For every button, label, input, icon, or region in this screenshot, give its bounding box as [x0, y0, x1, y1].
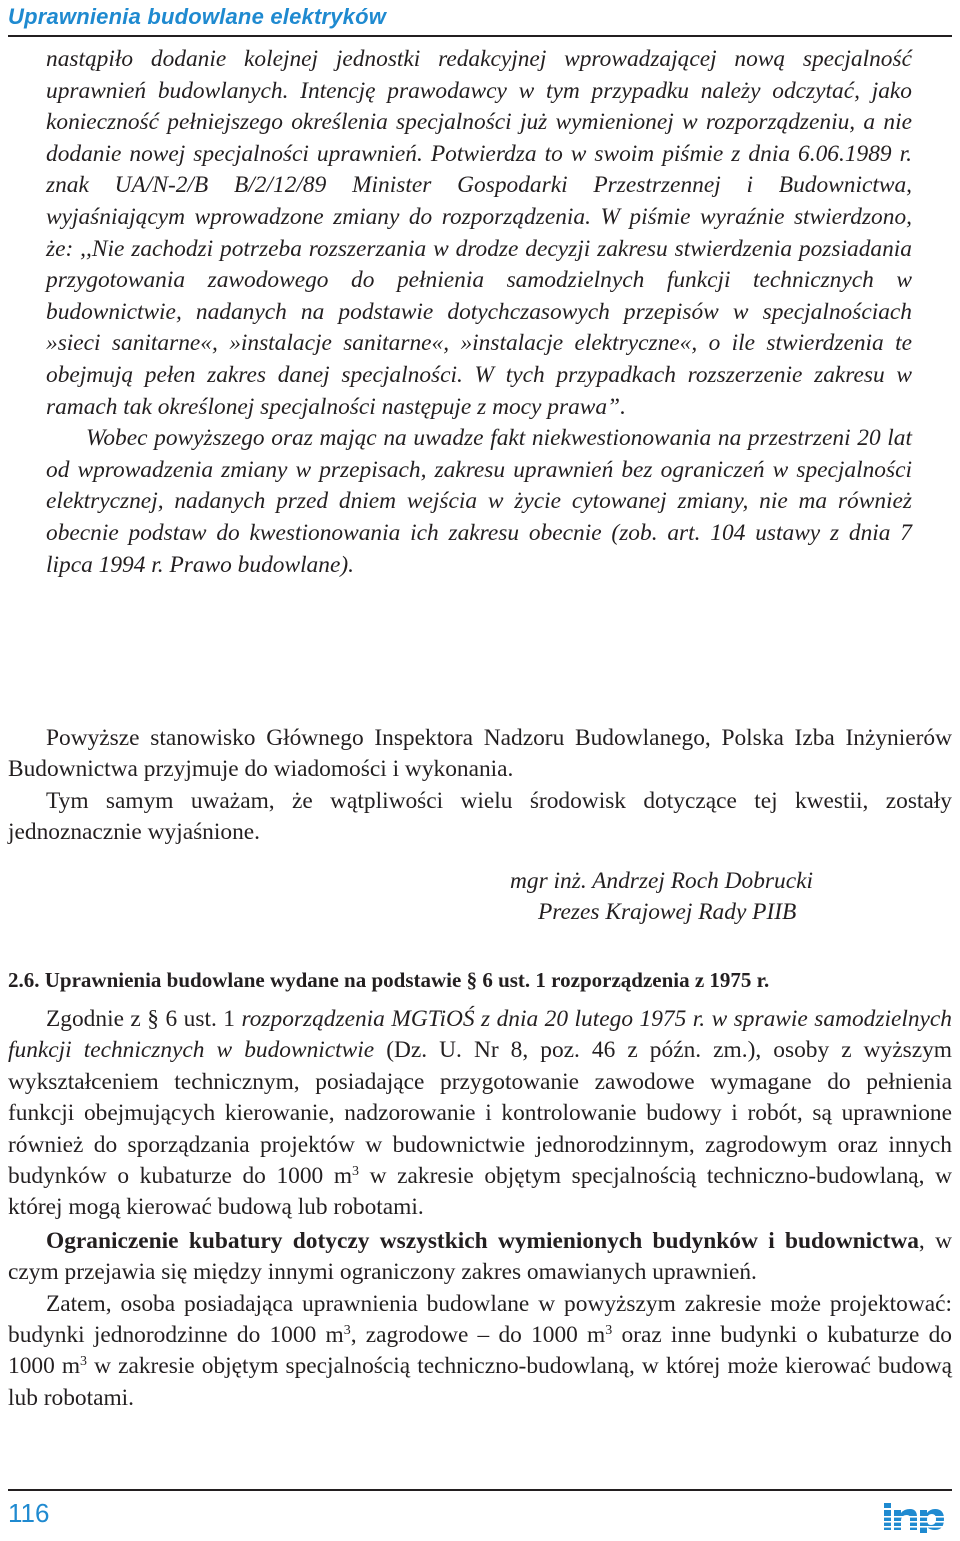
section-p1-start: Zgodnie z § 6 ust. 1 — [46, 1006, 242, 1032]
statement-paragraph-1: Powyższe stanowisko Głównego Inspektora Nadzoru Budowlanego, Polska Izba Inżynierów Budownictwa przyjmuje do wiadomości i wykonania. — [8, 725, 952, 783]
quote-paragraph-1: nastąpiło dodanie kolejnej jednostki redakcyjnej wprowadzającej nową specjalność uprawnień budowlanych. Intencję prawodawcy w tym przypadku należy odczytać, jako konieczność pełniejszego określenia specjalności już wymienionej w rozporządzeniu, a nie dodanie nowej specjalności uprawnień. Potwierdza to w swoim piśmie z dnia 6.06.1989 r. znak UA/N-2/B B/2/12/89 Minister Gospodarki Przestrzennej i Budownictwa, wyjaśniającym wprowadzone zmiany do rozporządzenia. W piśmie wyraźnie stwierdzono, że: ,,Nie zachodzi potrzeba rozszerzania w drodze decyzji zakresu stwierdzenia pozsiadania przygotowania zawodowego do pełnienia samodzielnych funkcji technicznych w budownictwie, nadanych na podstawie dotychczasowych przepisów w specjalnościach »sieci sanitarne«, »instalacje sanitarne«, »instalacje elektryczne«, o ile stwierdzenia te obejmują pełen zakres danej specjalności. W tych przypadkach rozszerzenie zakresu w ramach tak określonej specjalności następuje z mocy prawa”. — [46, 46, 912, 420]
section-heading: 2.6. Uprawnienia budowlane wydane na podstawie § 6 ust. 1 rozporządzenia z 1975 r. — [8, 968, 770, 992]
superscript: 3 — [80, 1354, 88, 1370]
signature-title: Prezes Krajowej Rady PIIB — [538, 899, 797, 925]
section-p1-body: (Dz. U. Nr 8, poz. 46 z późn. zm.), osoby z wyższym wykształceniem technicznym, posiadające przygotowanie zawodowe wymagane do pełnienia funkcji obejmujących kierowanie, nadzorowanie i kontrolowanie budowy i robót, są uprawnione również do sporządzania projektów w budownictwie jednorodzinnym, zagrodowym oraz innych budynków o kubaturze do 1000 m — [8, 1037, 952, 1190]
footer-divider — [8, 1489, 952, 1491]
signature-name: mgr inż. Andrzej Roch Dobrucki — [510, 868, 813, 894]
signature-block — [510, 866, 870, 928]
header-divider — [8, 35, 952, 37]
section-p3-a: Zatem, osoba posiadająca uprawnienia budowlane w powyższym zakresie może projektować: budynki jednorodzinne do 1000 m — [8, 1290, 952, 1349]
superscript: 3 — [352, 1164, 360, 1180]
section-paragraph-1 — [8, 1004, 952, 1224]
superscript: 3 — [343, 1323, 351, 1339]
inpe-logo-icon — [882, 1497, 950, 1533]
section-paragraph-3 — [8, 1289, 952, 1415]
page-number: 116 — [8, 1498, 50, 1528]
section-p3-d: w zakresie objętym specjalnością techniczno-budowlaną, w której może kierować budową lub robotami. — [8, 1353, 952, 1411]
regulation-citation: rozporządzenia MGTiOŚ z dnia 20 lutego 1975 r. w sprawie samodzielnych funkcji technicznych w budownictwie — [8, 1006, 952, 1064]
section-p3-c: oraz inne budynki o kubaturze do 1000 m — [8, 1322, 952, 1380]
section-body — [8, 1004, 952, 1414]
quoted-letter-block — [46, 44, 912, 581]
section-p2-rest: , w czym przejawia się między innymi ograniczony zakres omawianych uprawnień. — [8, 1227, 952, 1286]
section-p1-end: w zakresie objętym specjalnością techniczno-budowlaną, w której mogą kierować budową lub robotami. — [8, 1163, 952, 1221]
statement-paragraph-2: Tym samym uważam, że wątpliwości wielu środowisk dotyczące tej kwestii, zostały jednoznacznie wyjaśnione. — [8, 787, 952, 846]
superscript: 3 — [605, 1323, 613, 1339]
section-paragraph-2 — [8, 1226, 952, 1289]
running-header-title: Uprawnienia budowlane elektryków — [8, 4, 387, 29]
quote-paragraph-2: Wobec powyższego oraz mając na uwadze fakt niekwestionowania na przestrzeni 20 lat od wprowadzenia zmiany w przepisach, zakresu uprawnień bez ograniczeń w specjalności elektrycznej, nadanych przed dniem wejścia w życie cytowanej zmiany, nie ma również obecnie podstaw do kwestionowania ich zakresu obecnie (zob. art. 104 ustawy z dnia 7 lipca 1994 r. Prawo budowlane). — [46, 425, 912, 578]
section-p3-b: , zagrodowe – do 1000 m — [350, 1322, 606, 1349]
statement-block — [8, 723, 952, 849]
cubature-limit-emphasis: Ograniczenie kubatury dotyczy wszystkich wymienionych budynków i budownictwa — [46, 1227, 919, 1254]
